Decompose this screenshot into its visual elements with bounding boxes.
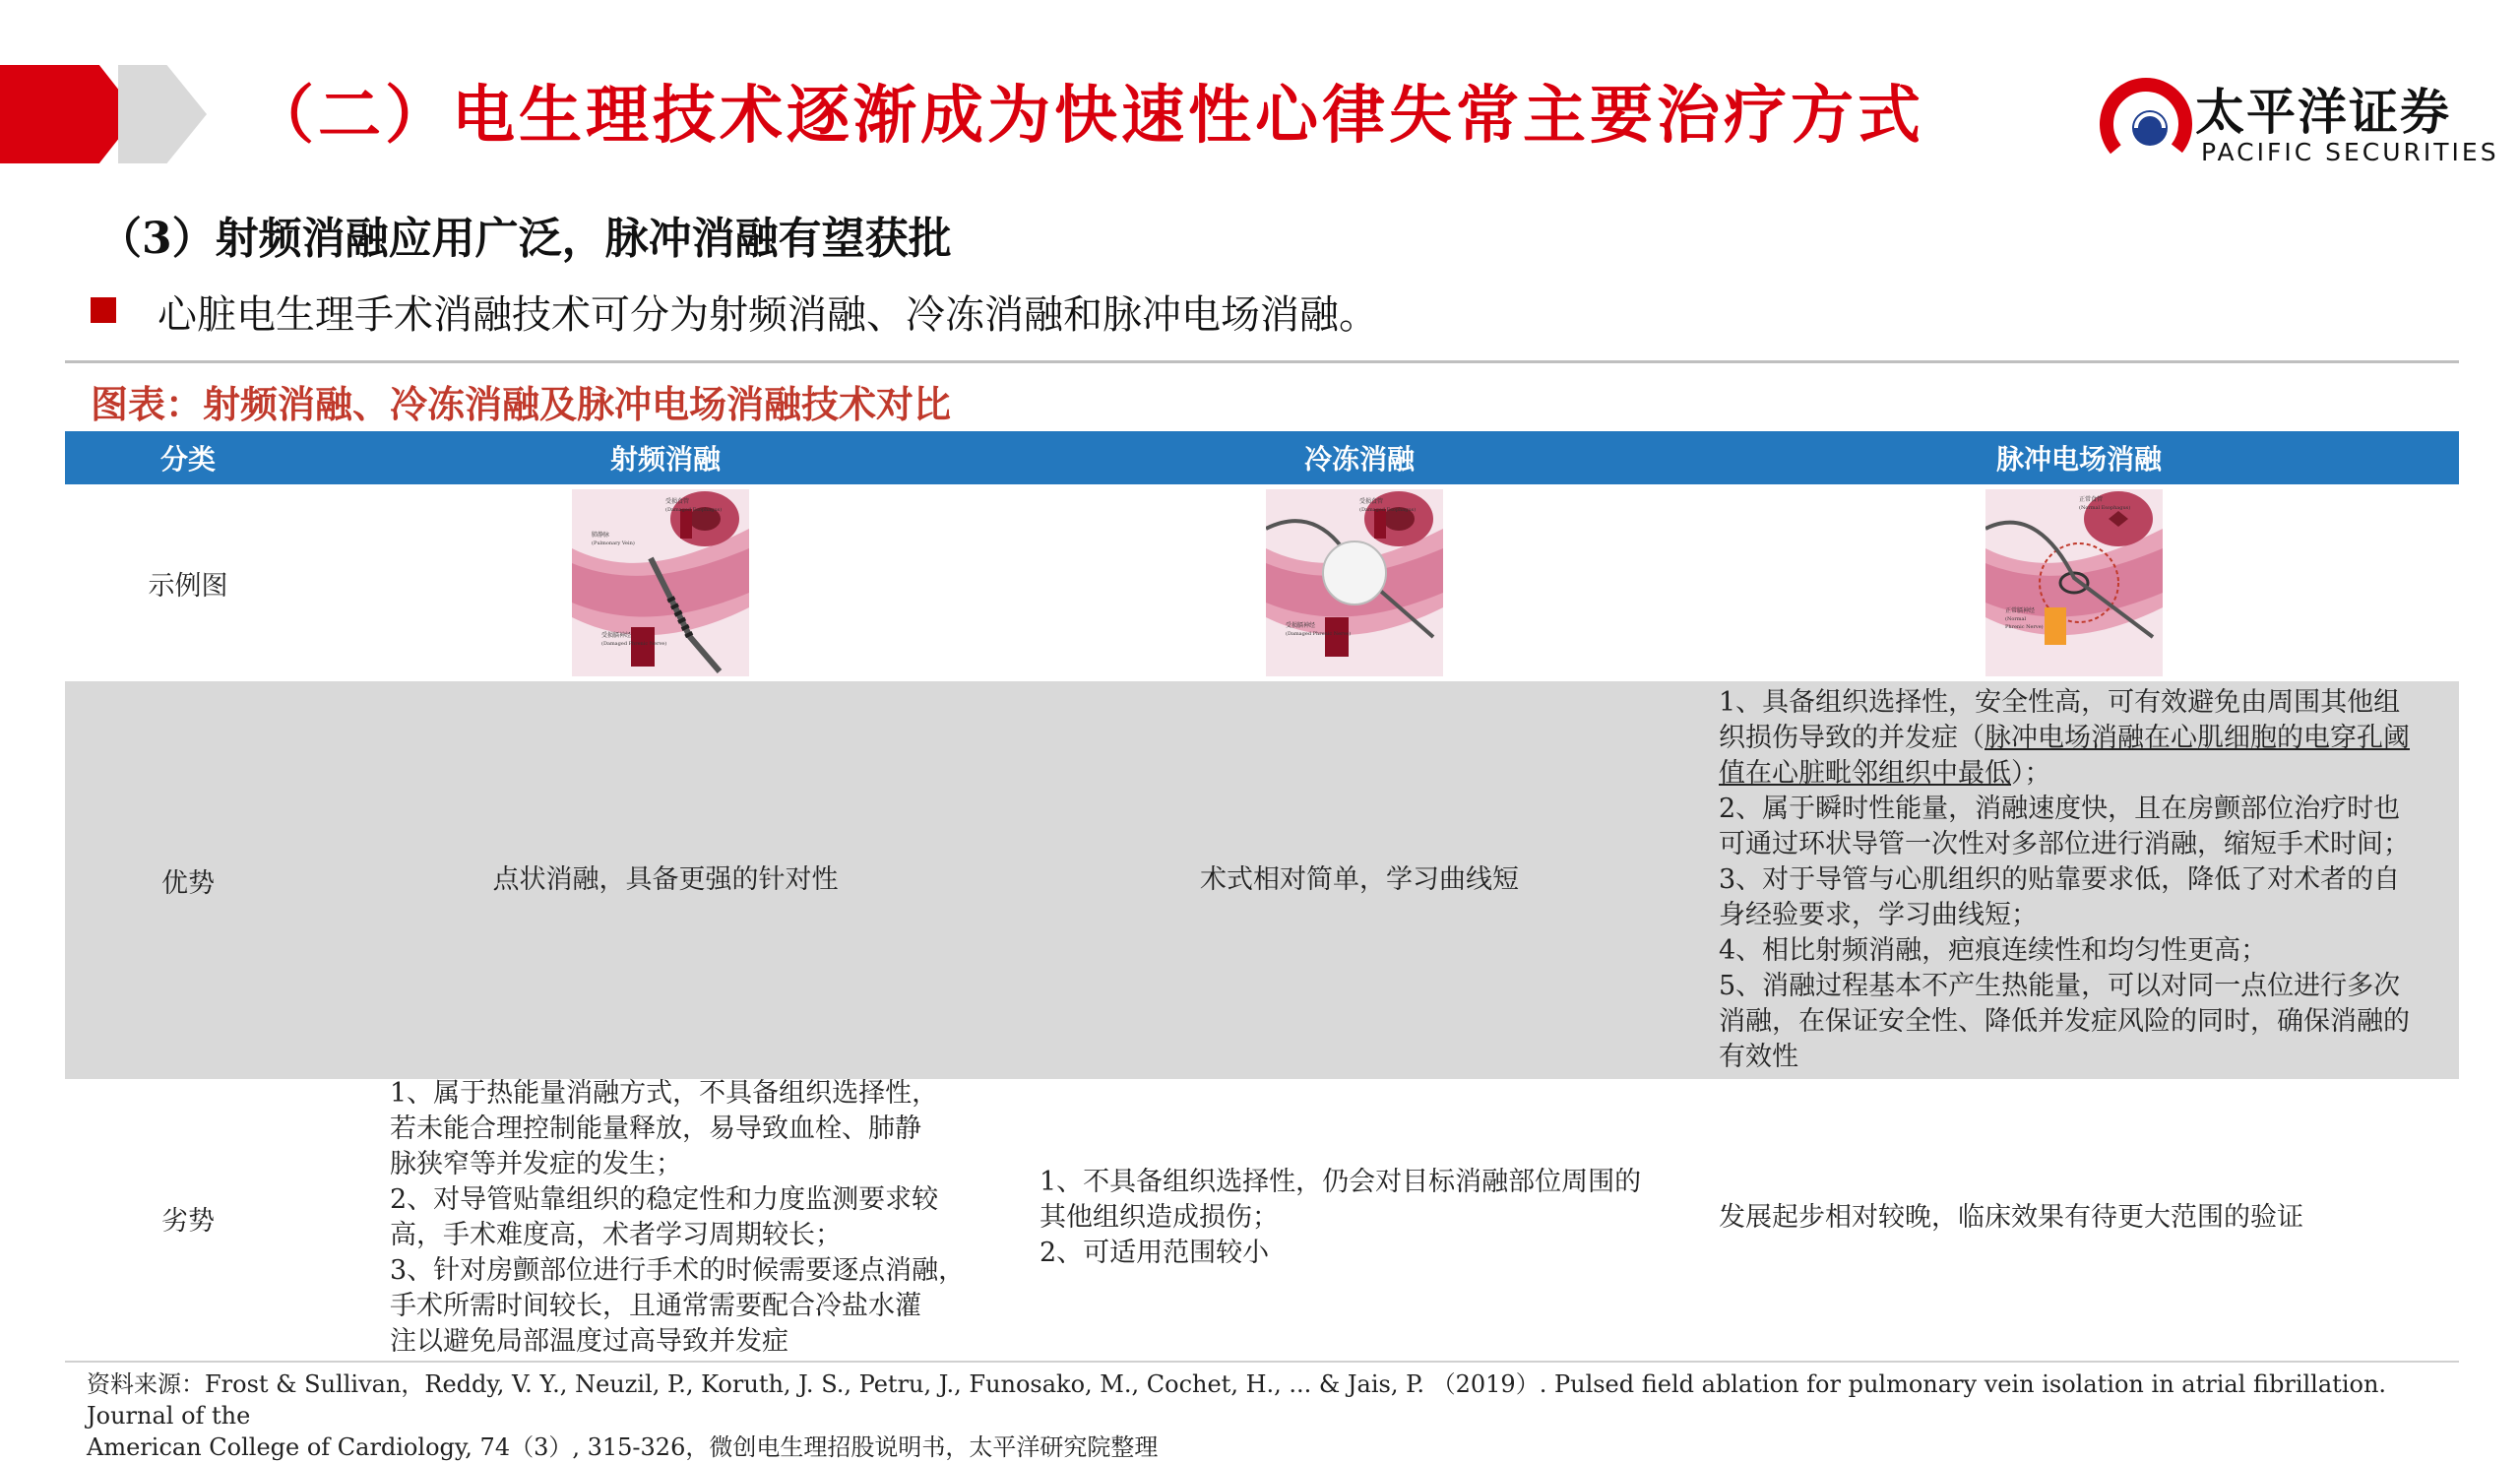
- pfa-label-esophagus: 正常食管: [2079, 496, 2104, 503]
- company-logo: [2097, 73, 2500, 175]
- pfa-adv-line-7: 身经验要求，学习曲线短；: [1719, 900, 2038, 930]
- rf-dis-line-8: 注以避免局部温度过高导致并发症: [390, 1326, 788, 1357]
- cryo-label-nerve: 受损膈神经: [1286, 622, 1316, 629]
- row-label-image: 示例图: [148, 570, 228, 602]
- header-cryo: 冷冻消融: [1303, 443, 1415, 476]
- figure-caption: 图表：射频消融、冷冻消融及脉冲电场消融技术对比: [91, 382, 952, 426]
- pfa-adv-line-10: 消融，在保证安全性、降低并发症风险的同时，确保消融的: [1719, 1006, 2410, 1037]
- pfa-adv-line-3: 值在心脏毗邻组织中最低）；: [1719, 758, 2051, 789]
- logo-text-en: PACIFIC SECURITIES: [2201, 138, 2499, 166]
- cryo-illustration-cell: [1020, 484, 1699, 681]
- pfa-advantage: [1699, 681, 2459, 1079]
- page-title: （二）电生理技术逐渐成为快速性心律失常主要治疗方式: [251, 79, 1924, 153]
- rf-label-pv: 肺静脉: [592, 532, 610, 539]
- cryo-dis-line-1: 1、不具备组织选择性，仍会对目标消融部位周围的: [1040, 1167, 1642, 1197]
- cryo-ablation-illustration: [1266, 489, 1443, 676]
- bullet-text: 心脏电生理手术消融技术可分为射频消融、冷冻消融和脉冲电场消融。: [158, 292, 1378, 338]
- logo-text-cn: 太平洋证券: [2195, 84, 2451, 141]
- header-pfa: 脉冲电场消融: [1995, 443, 2162, 476]
- pfa-disadvantage: 发展起步相对较晚，临床效果有待更大范围的验证: [1719, 1202, 2303, 1233]
- rf-label-nerve-en: (Damaged Phrenic Nerve): [601, 641, 667, 647]
- source-line-2: American College of Cardiology, 74（3）, 315-326，微创电生理招股说明书，太平洋研究院整理: [87, 1433, 1159, 1461]
- header-grey-chevron: [118, 65, 207, 163]
- rf-dis-line-1: 1、属于热能量消融方式，不具备组织选择性，: [390, 1078, 939, 1109]
- pfa-label-nerve-en-2: Phrenic Nerve): [2005, 624, 2044, 630]
- source-line-1: 资料来源：Frost & Sullivan，Reddy, V. Y., Neuzil, P., Koruth, J. S., Petru, J., Funosako, M., Cochet, H., ... & Jais, P. （2019）. Pulsed field ablation for pulmonary vein isolation in atrial fibrillation. Journal of the: [87, 1370, 2387, 1430]
- cryo-dis-line-2: 其他组织造成损伤；: [1040, 1202, 1279, 1233]
- rf-dis-line-7: 手术所需时间较长，且通常需要配合冷盐水灌: [390, 1291, 921, 1321]
- divider: [65, 360, 2459, 363]
- pfa-label-esophagus-en: (Normal Esophagus): [2079, 505, 2131, 511]
- table-row-disadvantage: [65, 1079, 2459, 1357]
- section-subtitle: （3）射频消融应用广泛，脉冲消融有望获批: [98, 214, 952, 264]
- pacific-logo-icon: [2097, 73, 2195, 171]
- rf-dis-line-6: 3、针对房颤部位进行手术的时候需要逐点消融，: [390, 1255, 966, 1286]
- pfa-advantage-text: [1719, 685, 2410, 1075]
- cryo-dis-line-3: 2、可适用范围较小: [1040, 1238, 1270, 1268]
- pfa-adv-line-5: 可通过环状导管一次性对多部位进行消融，缩短手术时间；: [1719, 829, 2410, 859]
- pfa-label-nerve: 正常膈神经: [2005, 607, 2036, 614]
- rf-advantage: 点状消融，具备更强的针对性: [492, 864, 839, 895]
- pfa-adv-line-11: 有效性: [1719, 1042, 1798, 1072]
- source-note: [87, 1368, 2459, 1463]
- table-row-advantage: [65, 681, 2459, 1079]
- cryo-disadvantage: [1020, 1079, 1699, 1357]
- pfa-illustration-cell: [1699, 484, 2459, 681]
- rf-label-pv-en: (Pulmonary Vein): [592, 541, 635, 546]
- pfa-illustration: [1985, 489, 2163, 676]
- table-header-row: [65, 431, 2459, 484]
- pfa-label-nerve-en-1: (Normal: [2005, 616, 2027, 622]
- rf-disadvantage-text: [390, 1076, 965, 1360]
- rf-illustration-cell: [311, 484, 1020, 681]
- row-label-advantage: 优势: [161, 867, 215, 899]
- source-divider: [65, 1361, 2459, 1363]
- pfa-adv-line-4: 2、属于瞬时性能量，消融速度快，且在房颤部位治疗时也: [1719, 794, 2401, 824]
- rf-disadvantage: [311, 1079, 1020, 1357]
- rf-label-esophagus: 受损食管: [665, 498, 690, 505]
- bullet-square-icon: [91, 297, 116, 323]
- cryo-label-nerve-en: (Damaged Phrenic Nerve): [1286, 631, 1352, 637]
- cryo-advantage: 术式相对简单，学习曲线短: [1200, 864, 1519, 895]
- rf-dis-line-4: 2、对导管贴靠组织的稳定性和力度监测要求较: [390, 1184, 939, 1215]
- pfa-adv-line-6: 3、对于导管与心肌组织的贴靠要求低，降低了对术者的自: [1719, 864, 2401, 895]
- pfa-adv-line-2: 织损伤导致的并发症（脉冲电场消融在心肌细胞的电穿孔阈: [1719, 723, 2410, 753]
- cryo-disadvantage-text: [1040, 1165, 1641, 1271]
- pfa-adv-line-1: 1、具备组织选择性，安全性高，可有效避免由周围其他组: [1719, 687, 2401, 718]
- rf-ablation-illustration: [572, 489, 749, 676]
- header-category: 分类: [159, 443, 216, 476]
- rf-label-esophagus-en: (Damaged Esophagus): [665, 507, 723, 513]
- rf-label-nerve: 受损膈神经: [601, 632, 632, 639]
- cryo-label-esophagus-en: (Damaged Esophagus): [1359, 507, 1417, 513]
- pfa-adv-line-8: 4、相比射频消融，疤痕连续性和均匀性更高；: [1719, 935, 2268, 966]
- header-rf: 射频消融: [609, 443, 721, 476]
- rf-dis-line-3: 脉狭窄等并发症的发生；: [390, 1149, 682, 1179]
- cryo-label-esophagus: 受损食管: [1359, 498, 1384, 505]
- row-label-disadvantage: 劣势: [161, 1205, 215, 1237]
- pfa-adv-line-9: 5、消融过程基本不产生热能量，可以对同一点位进行多次: [1719, 971, 2401, 1001]
- header-red-chevron: [0, 65, 138, 163]
- rf-dis-line-5: 高，手术难度高，术者学习周期较长；: [390, 1220, 842, 1250]
- rf-dis-line-2: 若未能合理控制能量释放，易导致血栓、肺静: [390, 1113, 921, 1144]
- table-row-image: [65, 484, 2459, 681]
